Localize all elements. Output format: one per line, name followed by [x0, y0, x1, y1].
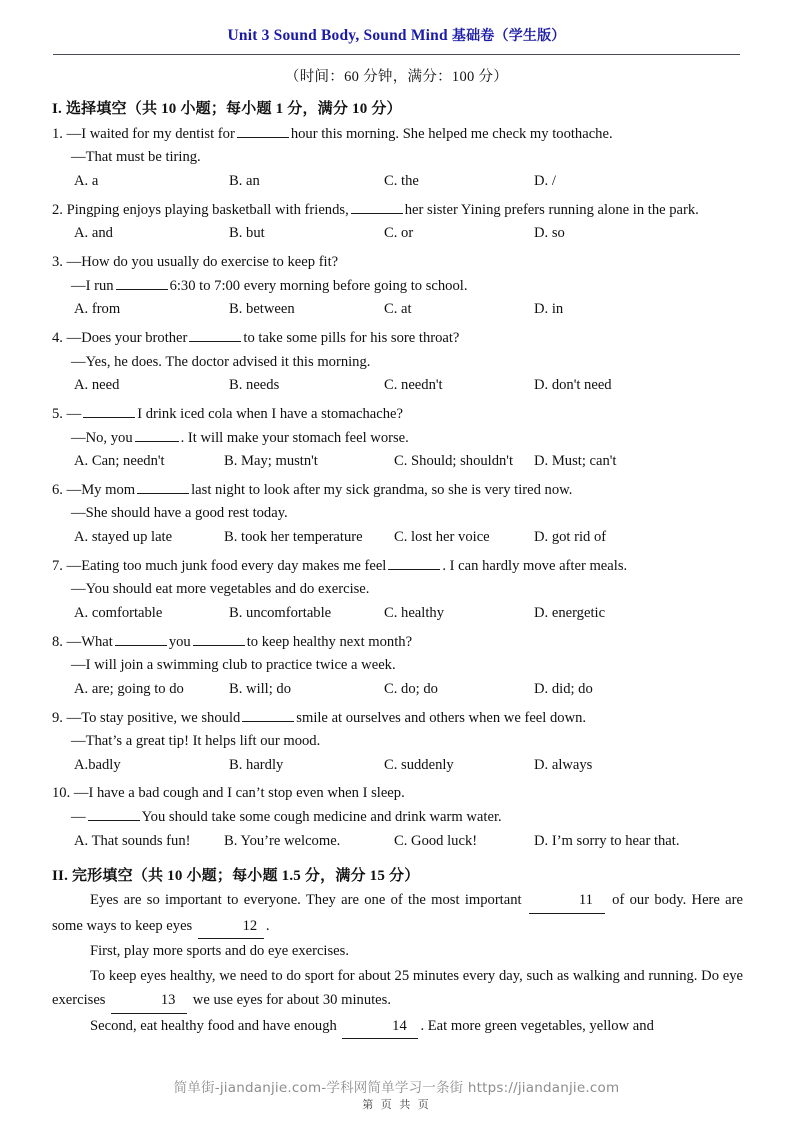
section-numeral-1: I.: [52, 100, 62, 117]
question-6-reply: —She should have a good rest today.: [71, 505, 288, 522]
option-b[interactable]: B. needs: [229, 377, 280, 394]
cloze-text-1b: of our body. Here are some ways to keep eyes: [52, 892, 743, 934]
option-d[interactable]: D. did; do: [534, 680, 593, 697]
answer-blank[interactable]: [116, 275, 168, 290]
option-d[interactable]: D. in: [534, 301, 564, 318]
question-4-options: [52, 374, 743, 398]
question-3-text-c: —I run: [71, 277, 114, 294]
document-title-chinese: 基础卷（学生版）: [451, 28, 566, 44]
question-8-text-b: you: [168, 633, 191, 650]
question-7-text-b: . I can hardly move after meals.: [442, 557, 628, 574]
answer-blank[interactable]: [388, 555, 440, 570]
option-b[interactable]: B. but: [229, 225, 265, 242]
answer-blank[interactable]: [88, 806, 140, 821]
question-5-text-c: —No, you: [71, 429, 133, 446]
question-4-number: 4.: [52, 329, 63, 346]
answer-blank[interactable]: [135, 427, 179, 442]
question-7-stem: [52, 555, 743, 579]
cloze-blank-14[interactable]: 14: [342, 1014, 418, 1040]
answer-blank[interactable]: [137, 479, 189, 494]
cloze-paragraph-3: [52, 964, 743, 1014]
option-b[interactable]: B. will; do: [229, 680, 292, 697]
page-number-footer: 第 页 共 页: [362, 1098, 431, 1111]
question-8-options: [52, 678, 743, 702]
question-10-text-a: —I have a bad cough and I can’t stop even when I sleep.: [73, 785, 405, 802]
cloze-text-1c: .: [265, 917, 270, 934]
question-7: [52, 555, 743, 626]
question-3-options: [52, 298, 743, 322]
question-10-number: 10.: [52, 785, 71, 802]
option-b[interactable]: B. May; mustn't: [224, 453, 318, 470]
question-2: [52, 199, 743, 246]
cloze-blank-12[interactable]: 12: [198, 914, 264, 940]
option-c[interactable]: C. healthy: [384, 604, 444, 621]
option-c[interactable]: C. do; do: [384, 680, 438, 697]
question-2-text-b: her sister Yining prefers running alone in the park.: [404, 201, 699, 218]
cloze-text-4b: . Eat more green vegetables, yellow and: [420, 1017, 654, 1034]
question-8-text-a: —What: [66, 633, 113, 650]
question-1-options: [52, 170, 743, 194]
option-d[interactable]: D. got rid of: [534, 529, 607, 546]
question-2-number: 2.: [52, 201, 63, 218]
question-2-stem: [52, 199, 743, 223]
option-a[interactable]: A. need: [74, 377, 120, 394]
option-c[interactable]: C. the: [384, 173, 419, 190]
question-8-stem: [52, 631, 743, 655]
question-6-options: [52, 526, 743, 550]
section-heading-1: [52, 97, 743, 118]
question-5-text-d: . It will make your stomach feel worse.: [180, 429, 409, 446]
option-d[interactable]: D. don't need: [534, 377, 612, 394]
question-10: [52, 782, 743, 853]
question-8: [52, 631, 743, 702]
exam-subtitle: （时间：60 分钟，满分：100 分）: [284, 68, 509, 85]
question-9-number: 9.: [52, 709, 63, 726]
answer-blank[interactable]: [83, 403, 135, 418]
question-8-number: 8.: [52, 633, 63, 650]
cloze-paragraph-2: First, play more sports and do eye exercises.: [90, 943, 349, 960]
question-4-stem: [52, 327, 743, 351]
question-6: [52, 479, 743, 550]
cloze-paragraph-4: [52, 1014, 743, 1040]
option-a[interactable]: A. Can; needn't: [74, 453, 165, 470]
question-5-reply: [52, 427, 743, 451]
answer-blank[interactable]: [189, 327, 241, 342]
question-8-reply: —I will join a swimming club to practice twice a week.: [71, 657, 396, 674]
question-1-stem: [52, 123, 743, 147]
option-a[interactable]: A. That sounds fun!: [74, 832, 191, 849]
question-6-stem: [52, 479, 743, 503]
option-c[interactable]: C. needn't: [384, 377, 443, 394]
question-1: [52, 123, 743, 194]
question-3-stem: [52, 251, 743, 275]
question-4-text-b: to take some pills for his sore throat?: [243, 329, 460, 346]
document-title: [0, 0, 793, 45]
question-8-text-c: to keep healthy next month?: [246, 633, 413, 650]
answer-blank[interactable]: [115, 631, 167, 646]
question-7-number: 7.: [52, 557, 63, 574]
option-b[interactable]: B. an: [229, 173, 260, 190]
option-c[interactable]: C. lost her voice: [394, 529, 490, 546]
question-9-stem: [52, 707, 743, 731]
cloze-blank-11[interactable]: 11: [529, 888, 605, 914]
question-5-number: 5.: [52, 405, 63, 422]
answer-blank[interactable]: [193, 631, 245, 646]
question-10-reply: [52, 806, 743, 830]
question-6-text-b: last night to look after my sick grandma, so she is very tired now.: [191, 481, 573, 498]
question-4: [52, 327, 743, 398]
option-b[interactable]: B. took her temperature: [224, 529, 363, 546]
header-divider: [53, 54, 740, 55]
question-1-reply: —That must be tiring.: [71, 149, 201, 166]
answer-blank[interactable]: [351, 199, 403, 214]
question-6-text-a: —My mom: [66, 481, 136, 498]
answer-blank[interactable]: [242, 707, 294, 722]
question-5-text-b: I drink iced cola when I have a stomachache?: [137, 405, 404, 422]
option-a[interactable]: A. are; going to do: [74, 680, 184, 697]
question-1-number: 1.: [52, 125, 63, 142]
cloze-text-1a: Eyes are so important to everyone. They are one of the most important: [90, 892, 522, 909]
question-9-text-a: —To stay positive, we should: [66, 709, 241, 726]
option-b[interactable]: B. hardly: [229, 756, 284, 773]
question-7-options: [52, 602, 743, 626]
question-5-stem: [52, 403, 743, 427]
cloze-blank-13[interactable]: 13: [111, 988, 187, 1014]
question-2-options: [52, 222, 743, 246]
option-d[interactable]: D. /: [534, 173, 556, 190]
question-3-number: 3.: [52, 254, 63, 271]
option-d[interactable]: D. so: [534, 225, 565, 242]
option-a[interactable]: A. stayed up late: [74, 529, 173, 546]
question-3-text-a: —How do you usually do exercise to keep fit?: [66, 254, 339, 271]
section-title-1: 选择填空（共 10 小题；每小题 1 分，满分 10 分）: [65, 100, 402, 117]
paper-content: [0, 97, 793, 1040]
option-a[interactable]: A. from: [74, 301, 121, 318]
question-2-text-a: Pingping enjoys playing basketball with friends,: [66, 201, 349, 218]
option-a[interactable]: A.badly: [74, 756, 121, 773]
option-d[interactable]: D. always: [534, 756, 593, 773]
option-a[interactable]: A. comfortable: [74, 604, 163, 621]
question-1-text-a: —I waited for my dentist for: [66, 125, 235, 142]
option-c[interactable]: C. Should; shouldn't: [394, 453, 513, 470]
option-c[interactable]: C. or: [384, 225, 414, 242]
cloze-passage: [52, 888, 743, 1039]
section-numeral-2: II.: [52, 868, 69, 885]
question-1-text-b: hour this morning. She helped me check my toothache.: [290, 125, 613, 142]
question-7-text-a: —Eating too much junk food every day makes me feel: [66, 557, 387, 574]
question-7-reply: —You should eat more vegetables and do exercise.: [71, 581, 370, 598]
cloze-text-3b: we use eyes for about 30 minutes.: [192, 992, 391, 1009]
section-heading-2: [52, 864, 743, 885]
question-3: [52, 251, 743, 322]
question-9-text-b: smile at ourselves and others when we feel down.: [296, 709, 587, 726]
question-10-options: [52, 830, 743, 854]
question-9-reply: —That’s a great tip! It helps lift our mood.: [71, 733, 321, 750]
question-9-options: [52, 754, 743, 778]
question-5-options: [52, 450, 743, 474]
question-3-reply: [52, 275, 743, 299]
option-a[interactable]: A. and: [74, 225, 113, 242]
question-4-reply: —Yes, he does. The doctor advised it this morning.: [71, 353, 371, 370]
site-watermark: 简单街-jiandanjie.com-学科网简单学习一条街 https://jiandanjie.com: [173, 1080, 620, 1096]
option-c[interactable]: C. Good luck!: [394, 832, 478, 849]
question-5-text-a: —: [66, 405, 82, 422]
answer-blank[interactable]: [237, 123, 289, 138]
document-title-english: Unit 3 Sound Body, Sound Mind: [227, 27, 448, 44]
option-a[interactable]: A. a: [74, 173, 99, 190]
option-b[interactable]: B. between: [229, 301, 295, 318]
cloze-text-3a: To keep eyes healthy, we need to do sport for about 25 minutes every day, such as walking and running. Do eye exercises: [52, 967, 743, 1009]
cloze-paragraph-1: [52, 888, 743, 939]
option-d[interactable]: D. Must; can't: [534, 453, 617, 470]
option-b[interactable]: B. You’re welcome.: [224, 832, 341, 849]
question-4-text-a: —Does your brother: [66, 329, 188, 346]
option-d[interactable]: D. I’m sorry to hear that.: [534, 832, 680, 849]
option-b[interactable]: B. uncomfortable: [229, 604, 332, 621]
section-title-2: 完形填空（共 10 小题；每小题 1.5 分，满分 15 分）: [71, 868, 420, 885]
question-10-text-c: You should take some cough medicine and drink warm water.: [141, 809, 502, 826]
question-5: [52, 403, 743, 474]
option-c[interactable]: C. at: [384, 301, 412, 318]
question-10-stem: [52, 782, 743, 806]
question-9: [52, 707, 743, 778]
question-6-number: 6.: [52, 481, 63, 498]
question-3-text-d: 6:30 to 7:00 every morning before going to school.: [169, 277, 468, 294]
cloze-text-4a: Second, eat healthy food and have enough: [90, 1017, 337, 1034]
question-10-text-b: —: [71, 809, 86, 826]
option-d[interactable]: D. energetic: [534, 604, 606, 621]
option-c[interactable]: C. suddenly: [384, 756, 454, 773]
